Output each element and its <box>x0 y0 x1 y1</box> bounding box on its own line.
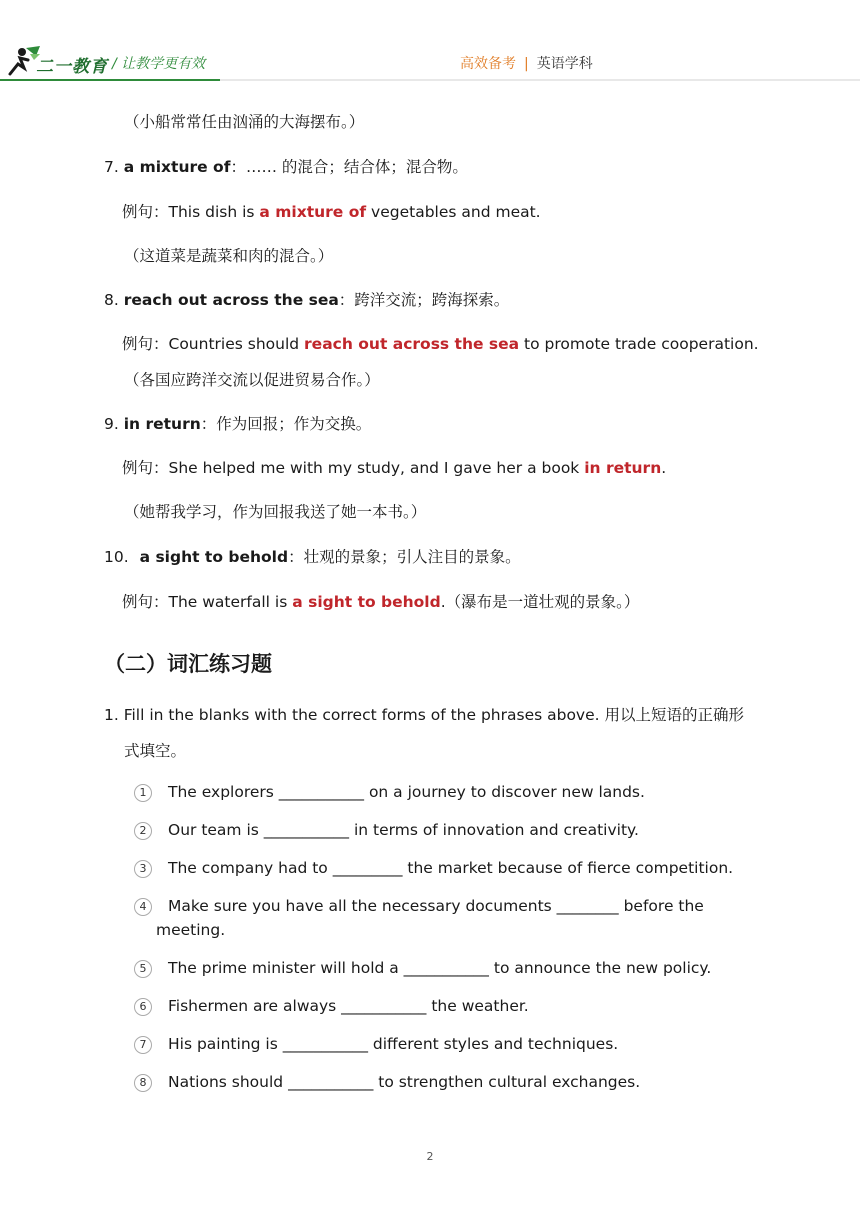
sentence-continuation: meeting. <box>156 921 226 939</box>
brand-name: 二一教育 <box>36 57 108 77</box>
example-highlight: a sight to behold <box>292 593 441 611</box>
exercise-sentence <box>134 897 704 916</box>
item-number: 9. <box>104 415 119 433</box>
item-number: 7. <box>104 158 119 176</box>
header-divider <box>0 79 860 81</box>
slogan: / 让教学更有效 <box>112 56 206 72</box>
vocab-item-9 <box>104 412 371 434</box>
circled-number: 7 <box>134 1036 152 1054</box>
item-term: a mixture of <box>123 158 231 176</box>
example-line <box>122 590 639 612</box>
sentence-text: The prime minister will hold a ___________ to announce the new policy. <box>168 959 712 977</box>
item-term: reach out across the sea <box>123 291 339 309</box>
item-number: 8. <box>104 291 119 309</box>
translation-line: （这道菜是蔬菜和肉的混合。） <box>124 247 334 265</box>
header-subject-name: 英语学科 <box>536 56 593 72</box>
example-text: vegetables and meat. <box>366 203 541 221</box>
circled-number: 8 <box>134 1074 152 1092</box>
item-term: in return <box>123 415 201 433</box>
example-text: to promote trade cooperation. <box>519 335 759 353</box>
example-text: .（瀑布是一道壮观的景象。） <box>440 593 640 611</box>
circled-number: 4 <box>134 898 152 916</box>
example-highlight: a mixture of <box>259 203 367 221</box>
example-line <box>122 456 666 478</box>
item-number: 10. <box>104 548 129 566</box>
circled-number: 3 <box>134 860 152 878</box>
sentence-text: The explorers ___________ on a journey to discover new lands. <box>168 783 645 801</box>
item-term: a sight to behold <box>139 548 289 566</box>
header-tag: 高效备考 <box>460 56 516 72</box>
example-highlight: reach out across the sea <box>304 335 520 353</box>
circled-number: 5 <box>134 960 152 978</box>
exercise-sentence <box>134 1073 640 1092</box>
section-title: （二）词汇练习题 <box>104 652 272 676</box>
example-text: 例句：She helped me with my study, and I gave her a book <box>122 459 585 477</box>
exercise-instruction-cont: 式填空。 <box>124 742 187 760</box>
exercise-sentence <box>134 959 711 978</box>
item-definition: ：壮观的景象；引人注目的景象。 <box>288 548 521 566</box>
sentence-text: Make sure you have all the necessary documents ________ before the <box>168 897 704 915</box>
example-text: 例句：Countries should <box>122 335 305 353</box>
page-number: 2 <box>426 1150 434 1163</box>
sentence-text: Fishermen are always ___________ the weather. <box>168 997 529 1015</box>
exercise-sentence <box>134 997 529 1016</box>
exercise-sentence <box>134 783 645 802</box>
vocab-item-8 <box>104 288 509 310</box>
sentence-text: The company had to _________ the market because of fierce competition. <box>168 859 734 877</box>
example-line <box>122 332 759 354</box>
exercise-sentence <box>134 821 639 840</box>
header-subject <box>460 53 593 73</box>
item-definition: ：…… 的混合；结合体；混合物。 <box>230 158 468 176</box>
example-text: 例句：This dish is <box>122 203 260 221</box>
translation-line: （各国应跨洋交流以促进贸易合作。） <box>124 371 380 389</box>
item-definition: ：作为回报；作为交换。 <box>200 415 372 433</box>
circled-number: 6 <box>134 998 152 1016</box>
example-text: . <box>661 459 667 477</box>
vocab-item-7 <box>104 155 468 177</box>
sentence-text: Our team is ___________ in terms of innovation and creativity. <box>168 821 639 839</box>
example-line <box>122 200 541 222</box>
sentence-text: His painting is ___________ different styles and techniques. <box>168 1035 619 1053</box>
example-highlight: in return <box>584 459 662 477</box>
page-header <box>0 0 860 100</box>
exercise-instruction: 1. Fill in the blanks with the correct forms of the phrases above. 用以上短语的正确形 <box>104 706 744 724</box>
header-separator: | <box>524 56 529 72</box>
circled-number: 2 <box>134 822 152 840</box>
example-text: 例句：The waterfall is <box>122 593 293 611</box>
exercise-sentence <box>134 859 733 878</box>
circled-number: 1 <box>134 784 152 802</box>
vocab-item-10 <box>104 545 521 567</box>
sentence-text: Nations should ___________ to strengthen cultural exchanges. <box>168 1073 641 1091</box>
exercise-sentence <box>134 1035 618 1054</box>
translation-line: （她帮我学习，作为回报我送了她一本书。） <box>124 503 427 521</box>
translation-line: （小船常常任由汹涌的大海摆布。） <box>124 113 365 131</box>
item-definition: ：跨洋交流；跨海探索。 <box>338 291 510 309</box>
